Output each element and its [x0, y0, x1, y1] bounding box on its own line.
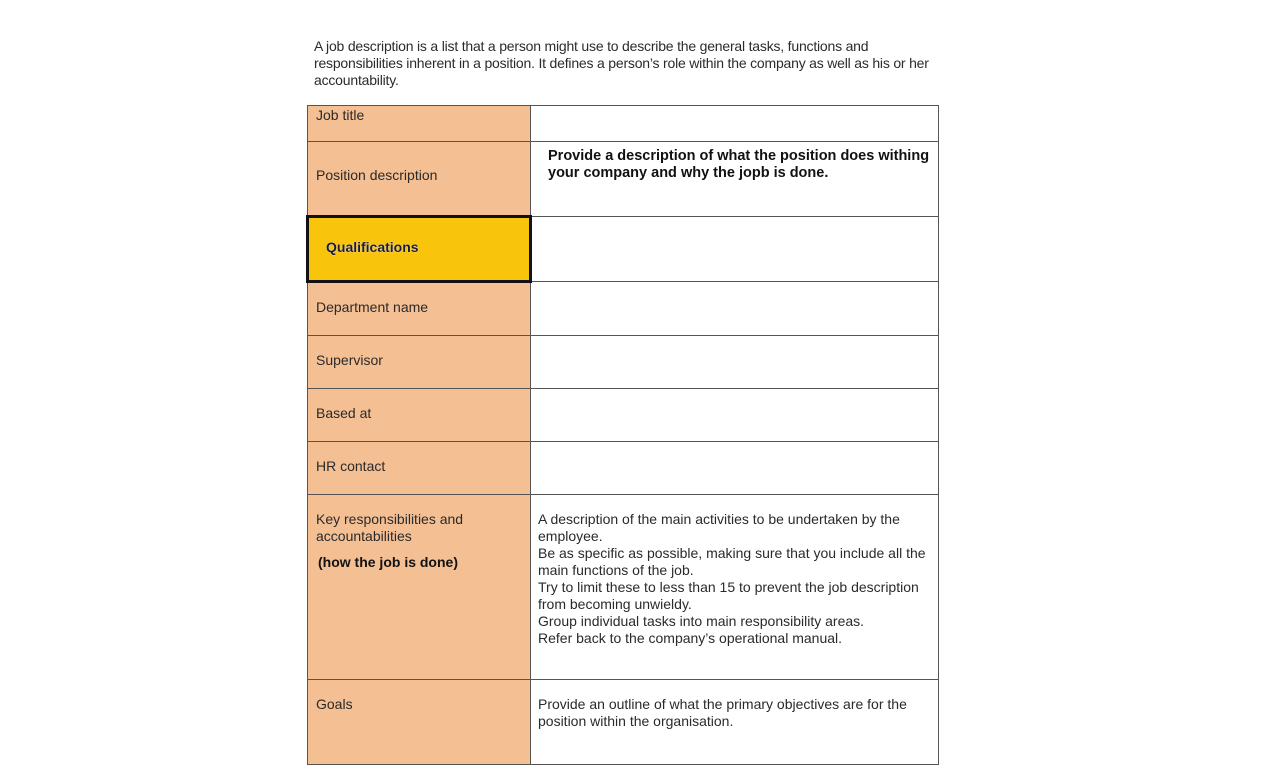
- responsibility-line: Refer back to the company’s operational manual.: [538, 630, 843, 646]
- job-description-table: [306, 105, 939, 765]
- table-row: [308, 680, 939, 765]
- department-name-value: [531, 282, 939, 336]
- responsibility-line: Be as specific as possible, making sure that you include all the main functions of the job.: [538, 545, 926, 578]
- responsibility-line: Group individual tasks into main responsibility areas.: [538, 613, 865, 629]
- qualifications-value: [531, 217, 939, 282]
- qualifications-label: Qualifications: [308, 217, 531, 282]
- key-responsibilities-value: [531, 495, 939, 680]
- table-row: [308, 442, 939, 495]
- goals-value: Provide an outline of what the primary objectives are for the position within the organisation.: [531, 680, 939, 765]
- table-row: [308, 336, 939, 389]
- key-responsibilities-label: Key responsibilities and accountabilities: [316, 511, 464, 544]
- position-description-value: Provide a description of what the position does withing your company and why the jopb is done.: [531, 142, 939, 217]
- supervisor-value: [531, 336, 939, 389]
- department-name-label: Department name: [308, 282, 531, 336]
- table-row: [308, 142, 939, 217]
- intro-paragraph: A job description is a list that a person might use to describe the general tasks, functions and responsibilities inherent in a position. It defines a person’s role within the company as well as his or her accountability.: [314, 38, 929, 88]
- table-row: [308, 217, 939, 282]
- table-row: [308, 495, 939, 680]
- table-row: [308, 282, 939, 336]
- goals-label: Goals: [308, 680, 531, 765]
- table-row: [308, 106, 939, 142]
- based-at-value: [531, 389, 939, 442]
- responsibility-line: Try to limit these to less than 15 to prevent the job description from becoming unwieldy.: [538, 579, 919, 612]
- job-title-value: [531, 106, 939, 142]
- hr-contact-value: [531, 442, 939, 495]
- based-at-label: Based at: [308, 389, 531, 442]
- supervisor-label: Supervisor: [308, 336, 531, 389]
- key-responsibilities-cell: [308, 495, 531, 680]
- key-responsibilities-note: (how the job is done): [318, 554, 458, 570]
- job-title-label: Job title: [308, 106, 531, 142]
- position-description-label: Position description: [308, 142, 531, 217]
- responsibility-line: A description of the main activities to be undertaken by the employee.: [538, 511, 900, 544]
- hr-contact-label: HR contact: [308, 442, 531, 495]
- table-row: [308, 389, 939, 442]
